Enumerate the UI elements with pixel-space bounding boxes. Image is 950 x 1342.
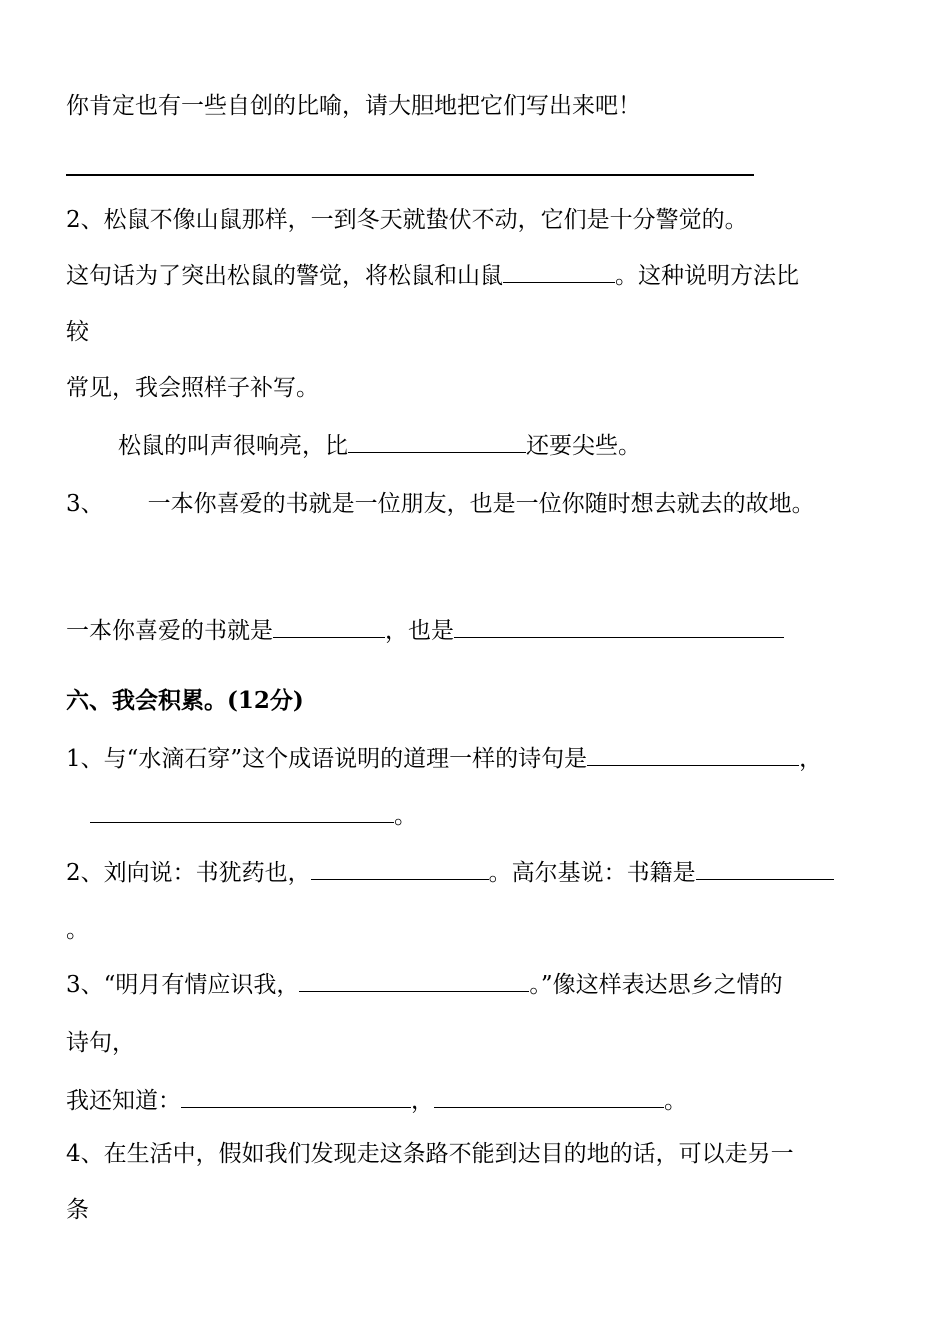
question-2-example: 松鼠的叫声很响亮，比 还要尖些。 [118, 430, 641, 462]
section-6-q4: 4、在生活中，假如我们发现走这条路不能到达目的地的话，可以走另一 [66, 1141, 794, 1167]
section-6-title: 六、我会积累。(12分) [66, 687, 304, 714]
answer-line[interactable] [66, 174, 754, 176]
section-6-q3-line-3: 我还知道： ， 。 [66, 1085, 687, 1117]
blank-liu-xiang[interactable] [311, 857, 489, 880]
section-6-q1-line-2: 。 [90, 800, 417, 832]
question-2-line-4: 常见，我会照样子补写。 [66, 375, 319, 401]
question-3-fill: 一本你喜爱的书就是 ，也是 [66, 615, 784, 647]
question-3: 3、 一本你喜爱的书就是一位朋友，也是一位你随时想去就去的故地。 [66, 491, 815, 517]
question-2-line-2: 这句话为了突出松鼠的警觉，将松鼠和山鼠 。这种说明方法比 [66, 260, 799, 292]
blank-homesick-1[interactable] [181, 1085, 411, 1108]
prompt-line: 你肯定也有一些自创的比喻，请大胆地把它们写出来吧！ [66, 93, 641, 119]
section-6-q4-line-2: 条 [66, 1197, 89, 1223]
question-2: 2、松鼠不像山鼠那样，一到冬天就蛰伏不动，它们是十分警觉的。 [66, 207, 748, 233]
blank-homesick-2[interactable] [434, 1085, 664, 1108]
blank-squirrel-compare[interactable] [348, 430, 526, 453]
question-2-line-3: 较 [66, 319, 89, 345]
blank-also-is[interactable] [454, 615, 784, 638]
blank-compare[interactable] [503, 260, 615, 283]
blank-gorky[interactable] [696, 857, 834, 880]
blank-poem-1[interactable] [587, 743, 799, 766]
blank-poem-2[interactable] [90, 800, 394, 823]
blank-book-is[interactable] [273, 615, 385, 638]
blank-moon-poem[interactable] [299, 969, 529, 992]
section-6-q2: 2、刘向说：书犹药也， 。高尔基说：书籍是 [66, 857, 834, 889]
section-6-q2-line-2: 。 [66, 917, 89, 943]
section-6-q3-line-2: 诗句， [66, 1030, 135, 1056]
section-6-q1: 1、与“水滴石穿”这个成语说明的道理一样的诗句是 ， [66, 743, 822, 775]
section-6-q3: 3、“明月有情应识我， 。”像这样表达思乡之情的 [66, 969, 783, 1001]
